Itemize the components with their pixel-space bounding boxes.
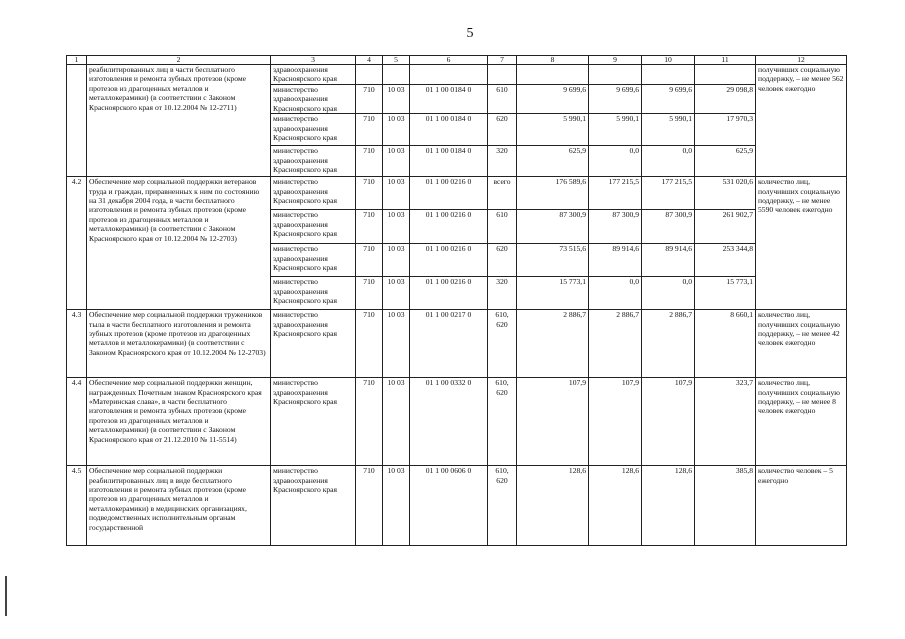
row-number: 4.4 (67, 378, 87, 466)
col-header: 5 (383, 56, 410, 65)
expense-type: 610 (488, 85, 517, 114)
target-article: 01 1 00 0216 0 (410, 244, 488, 277)
expected-result: количество лиц, получивших социальную поддержку, – не менее 5590 человек ежегодно (756, 177, 847, 310)
expense-type: 610, 620 (488, 378, 517, 466)
amount-year2: 9 699,6 (589, 85, 642, 114)
target-article: 01 1 00 0217 0 (410, 310, 488, 378)
executor: здравоохранения Красноярского края (271, 65, 356, 85)
executor: министерство здравоохранения Красноярского края (271, 466, 356, 546)
amount-year2: 87 300,9 (589, 210, 642, 244)
amount-year3: 5 990,1 (642, 114, 695, 146)
target-article: 01 1 00 0216 0 (410, 177, 488, 210)
expense-type: 610, 620 (488, 466, 517, 546)
amount-year2: 128,6 (589, 466, 642, 546)
amount-total: 253 344,8 (695, 244, 756, 277)
expense-type: 620 (488, 114, 517, 146)
amount-total: 8 660,1 (695, 310, 756, 378)
expected-result: количество лиц, получивших социальную поддержку, – не менее 8 человек ежегодно (756, 378, 847, 466)
target-article: 01 1 00 0184 0 (410, 85, 488, 114)
activity-description: Обеспечение мер социальной поддержки реабилитированных лиц в виде бесплатного изготовления и ремонта зубных протезов (кроме протезов из драгоценных металлов и металлокерамики) в медицинских организациях, подведомственных исполнительным органам государственной (87, 466, 271, 546)
col-header: 4 (356, 56, 383, 65)
amount-year2: 0,0 (589, 277, 642, 310)
amount-year1: 2 886,7 (517, 310, 589, 378)
table-row (67, 310, 847, 378)
section-code: 10 03 (383, 210, 410, 244)
target-article: 01 1 00 0606 0 (410, 466, 488, 546)
activity-description: реабилитированных лиц в части бесплатного изготовления и ремонта зубных протезов (кроме протезов из драгоценных металлов и металлокерамики) (в соответствии с Законом Красноярского края от 10.12.2004 № 12-2711) (87, 65, 271, 177)
col-header: 3 (271, 56, 356, 65)
amount-year3: 9 699,6 (642, 85, 695, 114)
amount-total: 323,7 (695, 378, 756, 466)
row-number: 4.2 (67, 177, 87, 310)
amount-year3: 87 300,9 (642, 210, 695, 244)
section-code: 10 03 (383, 177, 410, 210)
col-header: 10 (642, 56, 695, 65)
target-article: 01 1 00 0184 0 (410, 114, 488, 146)
amount-year1: 9 699,6 (517, 85, 589, 114)
row-number: 4.3 (67, 310, 87, 378)
row-number: 4.5 (67, 466, 87, 546)
table-row (67, 177, 847, 210)
amount-year1: 87 300,9 (517, 210, 589, 244)
table-row (67, 466, 847, 546)
amount-total: 385,8 (695, 466, 756, 546)
col-header: 11 (695, 56, 756, 65)
grbs-code: 710 (356, 85, 383, 114)
amount-year1: 625,9 (517, 146, 589, 177)
amount-year1: 176 589,6 (517, 177, 589, 210)
executor: министерство здравоохранения Красноярского края (271, 85, 356, 114)
amount-year3: 2 886,7 (642, 310, 695, 378)
amount-year1: 15 773,1 (517, 277, 589, 310)
grbs-code: 710 (356, 277, 383, 310)
amount-year2: 2 886,7 (589, 310, 642, 378)
amount-total: 17 970,3 (695, 114, 756, 146)
grbs-code: 710 (356, 114, 383, 146)
expense-type: всего (488, 177, 517, 210)
col-header: 7 (488, 56, 517, 65)
col-header: 1 (67, 56, 87, 65)
amount-year1: 5 990,1 (517, 114, 589, 146)
executor: министерство здравоохранения Красноярского края (271, 277, 356, 310)
executor: министерство здравоохранения Красноярского края (271, 114, 356, 146)
activity-description: Обеспечение мер социальной поддержки ветеранов труда и граждан, приравненных к ним по состоянию на 31 декабря 2004 года, в части бесплатного изготовления и ремонта зубных протезов (кроме протезов из драгоценных металлов и металлокерамики) (в соответствии с Законом Красноярского края от 10.12.2004 № 12-2703) (87, 177, 271, 310)
column-number-row (67, 56, 847, 65)
amount-year2: 107,9 (589, 378, 642, 466)
grbs-code: 710 (356, 177, 383, 210)
page-number: 5 (466, 26, 474, 41)
section-code: 10 03 (383, 277, 410, 310)
amount-year3: 89 914,6 (642, 244, 695, 277)
section-code: 10 03 (383, 378, 410, 466)
expense-type: 610, 620 (488, 310, 517, 378)
amount-year2: 5 990,1 (589, 114, 642, 146)
amount-year3: 128,6 (642, 466, 695, 546)
amount-year1: 107,9 (517, 378, 589, 466)
amount-year3: 0,0 (642, 146, 695, 177)
amount-year3: 0,0 (642, 277, 695, 310)
target-article: 01 1 00 0332 0 (410, 378, 488, 466)
amount-total: 625,9 (695, 146, 756, 177)
amount-year2: 0,0 (589, 146, 642, 177)
activity-description: Обеспечение мер социальной поддержки женщин, награжденных Почетным знаком Красноярского края «Материнская слава», в части бесплатного изготовления и ремонта зубных протезов (кроме протезов из драгоценных металлов и металлокерамики) (в соответствии с Законом Красноярского края от 21.12.2010 № 11-5514) (87, 378, 271, 466)
amount-total: 15 773,1 (695, 277, 756, 310)
expense-type: 320 (488, 277, 517, 310)
table-row (67, 378, 847, 466)
target-article: 01 1 00 0184 0 (410, 146, 488, 177)
executor: министерство здравоохранения Красноярского края (271, 177, 356, 210)
executor: министерство здравоохранения Красноярского края (271, 244, 356, 277)
executor: министерство здравоохранения Красноярского края (271, 310, 356, 378)
section-code: 10 03 (383, 244, 410, 277)
expected-result: количество лиц, получивших социальную поддержку, – не менее 42 человек ежегодно (756, 310, 847, 378)
amount-year3: 107,9 (642, 378, 695, 466)
scan-edge-mark (5, 576, 7, 616)
expected-result: количество человек – 5 ежегодно (756, 466, 847, 546)
grbs-code: 710 (356, 210, 383, 244)
amount-year2: 177 215,5 (589, 177, 642, 210)
amount-year3: 177 215,5 (642, 177, 695, 210)
executor: министерство здравоохранения Красноярского края (271, 146, 356, 177)
amount-year1: 73 515,6 (517, 244, 589, 277)
grbs-code: 710 (356, 146, 383, 177)
col-header: 8 (517, 56, 589, 65)
section-code: 10 03 (383, 85, 410, 114)
col-header: 2 (87, 56, 271, 65)
amount-year1: 128,6 (517, 466, 589, 546)
target-article: 01 1 00 0216 0 (410, 277, 488, 310)
grbs-code: 710 (356, 244, 383, 277)
target-article: 01 1 00 0216 0 (410, 210, 488, 244)
col-header: 9 (589, 56, 642, 65)
executor: министерство здравоохранения Красноярского края (271, 378, 356, 466)
section-code: 10 03 (383, 146, 410, 177)
grbs-code: 710 (356, 378, 383, 466)
expense-type: 620 (488, 244, 517, 277)
amount-total: 531 020,6 (695, 177, 756, 210)
section-code: 10 03 (383, 310, 410, 378)
amount-year2: 89 914,6 (589, 244, 642, 277)
program-activities-table (66, 55, 847, 546)
amount-total: 29 098,8 (695, 85, 756, 114)
section-code: 10 03 (383, 466, 410, 546)
col-header: 6 (410, 56, 488, 65)
expense-type: 320 (488, 146, 517, 177)
col-header: 12 (756, 56, 847, 65)
section-code: 10 03 (383, 114, 410, 146)
grbs-code: 710 (356, 310, 383, 378)
activity-description: Обеспечение мер социальной поддержки тружеников тыла в части бесплатного изготовления и ремонта зубных протезов (кроме протезов из драгоценных металлов и металлокерамики) (в соответствии с Законом Красноярского края от 10.12.2004 № 12-2703) (87, 310, 271, 378)
table-row (67, 65, 847, 85)
row-number (67, 65, 87, 177)
executor: министерство здравоохранения Красноярского края (271, 210, 356, 244)
amount-total: 261 902,7 (695, 210, 756, 244)
expected-result: получивших социальную поддержку, – не менее 562 человек ежегодно (756, 65, 847, 177)
expense-type: 610 (488, 210, 517, 244)
grbs-code: 710 (356, 466, 383, 546)
